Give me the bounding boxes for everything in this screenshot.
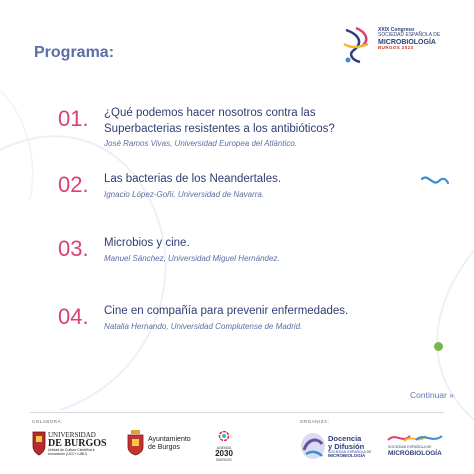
- docencia-line-1: Docencia: [328, 434, 362, 443]
- continue-button[interactable]: Continuar »: [410, 390, 454, 400]
- docencia-line-2: y Difusión: [328, 441, 365, 451]
- congress-logo: [340, 24, 472, 70]
- sem-logo: [386, 432, 446, 462]
- ubu-crest-icon: [32, 430, 46, 456]
- program-item-number: 02.: [58, 172, 89, 197]
- ubu-line-3: Unidad de Cultura Científica e Innovación (UCC+i UBU): [48, 448, 95, 456]
- docencia-difusion-logo: [298, 430, 378, 462]
- program-item-speaker: Natalia Hernando, Universidad Complutense de Madrid.: [104, 321, 303, 331]
- ayuntamiento-line-1: Ayuntamiento: [148, 436, 191, 443]
- program-item-number: 04.: [58, 304, 89, 329]
- sem-logo-icon: [386, 432, 446, 444]
- logo-line-society: SOCIEDAD ESPAÑOLA DE: [378, 32, 441, 39]
- program-item-title: [104, 106, 404, 137]
- agenda-line-1: AGENDA: [216, 446, 232, 450]
- program-item-number: 01.: [58, 106, 89, 131]
- logo-line-city-year: BURGOS 2023: [378, 44, 414, 50]
- ayuntamiento-logo: [148, 436, 191, 451]
- program-item-title-line: ¿Qué podemos hacer nosotros contra las: [104, 107, 316, 119]
- program-item-title: Microbios y cine.: [104, 237, 190, 249]
- organiza-label: ORGANIZA:: [300, 419, 330, 424]
- ubu-line-1: UNIVERSIDAD: [48, 431, 96, 439]
- congress-logo-icon: [340, 24, 374, 66]
- page-title: Programa:: [34, 44, 115, 61]
- logo-line-congress: XXIX Congreso: [378, 27, 415, 33]
- agenda-line-3: BURGOS: [216, 458, 232, 462]
- program-item-number: 03.: [58, 236, 89, 261]
- docencia-logo-icon: [298, 430, 328, 462]
- colabora-label: COLABORA:: [32, 419, 63, 424]
- footer-divider: [30, 412, 444, 413]
- program-item-title: Cine en compañía para prevenir enfermedades.: [104, 305, 349, 317]
- ubu-line-2: DE BURGOS: [48, 438, 107, 449]
- ayuntamiento-line-2: de Burgos: [148, 443, 180, 451]
- sem-line-2: MICROBIOLOGÍA: [388, 450, 442, 457]
- docencia-line-4: MICROBIOLOGÍA: [328, 453, 366, 459]
- agenda-2030-wheel-icon: [212, 431, 236, 441]
- ayuntamiento-crest-icon: [127, 430, 144, 456]
- agenda-2030-logo: [212, 428, 236, 462]
- program-item-title-line: Superbacterias resistentes a los antibióticos?: [104, 122, 335, 135]
- program-item-speaker: Ignacio López-Goñi, Universidad de Navarra.: [104, 189, 265, 199]
- program-item-speaker: Manuel Sánchez, Universidad Miguel Hernández.: [104, 253, 280, 263]
- sem-line-1: SOCIEDAD ESPAÑOLA DE: [388, 445, 432, 449]
- wave-decoration-icon: [420, 174, 450, 188]
- agenda-line-2: 2030: [215, 449, 233, 458]
- green-dot-decoration: [434, 342, 443, 351]
- ubu-logo: [48, 432, 108, 456]
- docencia-line-3: SOCIEDAD ESPAÑOLA DE: [328, 449, 372, 454]
- program-item-speaker: José Ramos Vivas, Universidad Europea del Atlántico.: [104, 139, 297, 149]
- program-item-title: Las bacterias de los Neandertales.: [104, 173, 282, 185]
- logo-line-microbiologia: MICROBIOLOGÍA: [378, 38, 436, 46]
